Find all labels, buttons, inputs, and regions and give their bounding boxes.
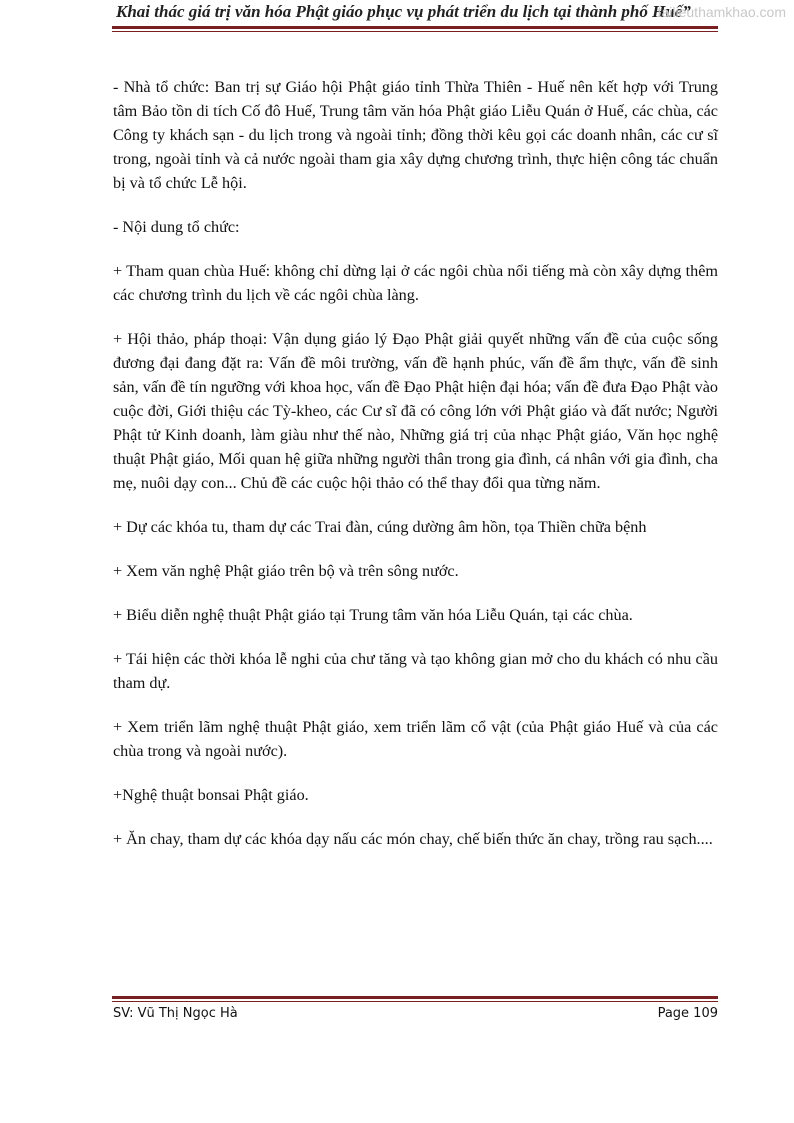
watermark: tailieuthamkhao.com xyxy=(657,4,786,20)
page-header xyxy=(0,0,794,34)
footer-author: SV: Vũ Thị Ngọc Hà xyxy=(113,1006,238,1021)
header-rule-thin xyxy=(112,31,718,32)
paragraph-temple-tour: + Tham quan chùa Huế: không chỉ dừng lại ở các ngôi chùa nổi tiếng mà còn xây dựng thêm các chương trình du lịch về các ngôi chùa làng. xyxy=(113,262,718,304)
footer-rule xyxy=(112,996,718,999)
paragraph-vegetarian: + Ăn chay, tham dự các khóa dạy nấu các món chay, chế biến thức ăn chay, trồng rau sạch.... xyxy=(113,830,713,848)
document-body xyxy=(113,75,718,871)
footer-page-number: Page 109 xyxy=(657,1006,718,1021)
paragraph-organizer: - Nhà tổ chức: Ban trị sự Giáo hội Phật giáo tỉnh Thừa Thiên - Huế nên kết hợp với Trung tâm Bảo tồn di tích Cố đô Huế, Trung tâm văn hóa Phật giáo Liễu Quán ở Huế, các chùa, các Công ty khách sạn - du lịch trong và ngoài tỉnh; đồng thời kêu gọi các doanh nhân, các cư sĩ trong, ngoài tỉnh và cả nước ngoài tham gia xây dựng chương trình, thực hiện công tác chuẩn bị và tổ chức Lễ hội. xyxy=(113,78,718,192)
paragraph-content-heading: - Nội dung tổ chức: xyxy=(113,218,240,236)
paragraph-retreat: + Dự các khóa tu, tham dự các Trai đàn, cúng dường âm hồn, tọa Thiền chữa bệnh xyxy=(113,518,647,536)
header-title: Khai thác giá trị văn hóa Phật giáo phục vụ phát triển du lịch tại thành phố Huế” xyxy=(116,2,691,21)
paragraph-seminar: + Hội thảo, pháp thoại: Vận dụng giáo lý Đạo Phật giải quyết những vấn đề của cuộc sống đương đại đang đặt ra: Vấn đề môi trường, vấn đề hạnh phúc, vấn đề ẩm thực, vấn đề sinh sản, vấn đề tín ngưỡng với khoa học, vấn đề Đạo Phật hiện đại hóa; vấn đề đưa Đạo Phật vào cuộc đời, Giới thiệu các Tỳ-kheo, các Cư sĩ đã có công lớn với Phật giáo và đất nước; Người Phật tử Kinh doanh, làm giàu như thế nào, Những giá trị của nhạc Phật giáo, Văn học nghệ thuật Phật giáo, Mối quan hệ giữa những người thân trong gia đình, cá nhân với gia đình, cha mẹ, nuôi dạy con... Chủ đề các cuộc hội thảo có thể thay đổi qua từng năm. xyxy=(113,330,718,492)
header-rule xyxy=(112,26,718,29)
paragraph-art-performance: + Biểu diễn nghệ thuật Phật giáo tại Trung tâm văn hóa Liễu Quán, tại các chùa. xyxy=(113,606,633,624)
footer-rule-thin xyxy=(112,1001,718,1002)
paragraph-bonsai: +Nghệ thuật bonsai Phật giáo. xyxy=(113,786,309,804)
paragraph-exhibition: + Xem triển lãm nghệ thuật Phật giáo, xem triển lãm cổ vật (của Phật giáo Huế và của các chùa trong và ngoài nước). xyxy=(113,718,718,760)
paragraph-rituals: + Tái hiện các thời khóa lễ nghi của chư tăng và tạo không gian mở cho du khách có nhu cầu tham dự. xyxy=(113,650,718,692)
paragraph-performance-land-river: + Xem văn nghệ Phật giáo trên bộ và trên sông nước. xyxy=(113,562,459,580)
